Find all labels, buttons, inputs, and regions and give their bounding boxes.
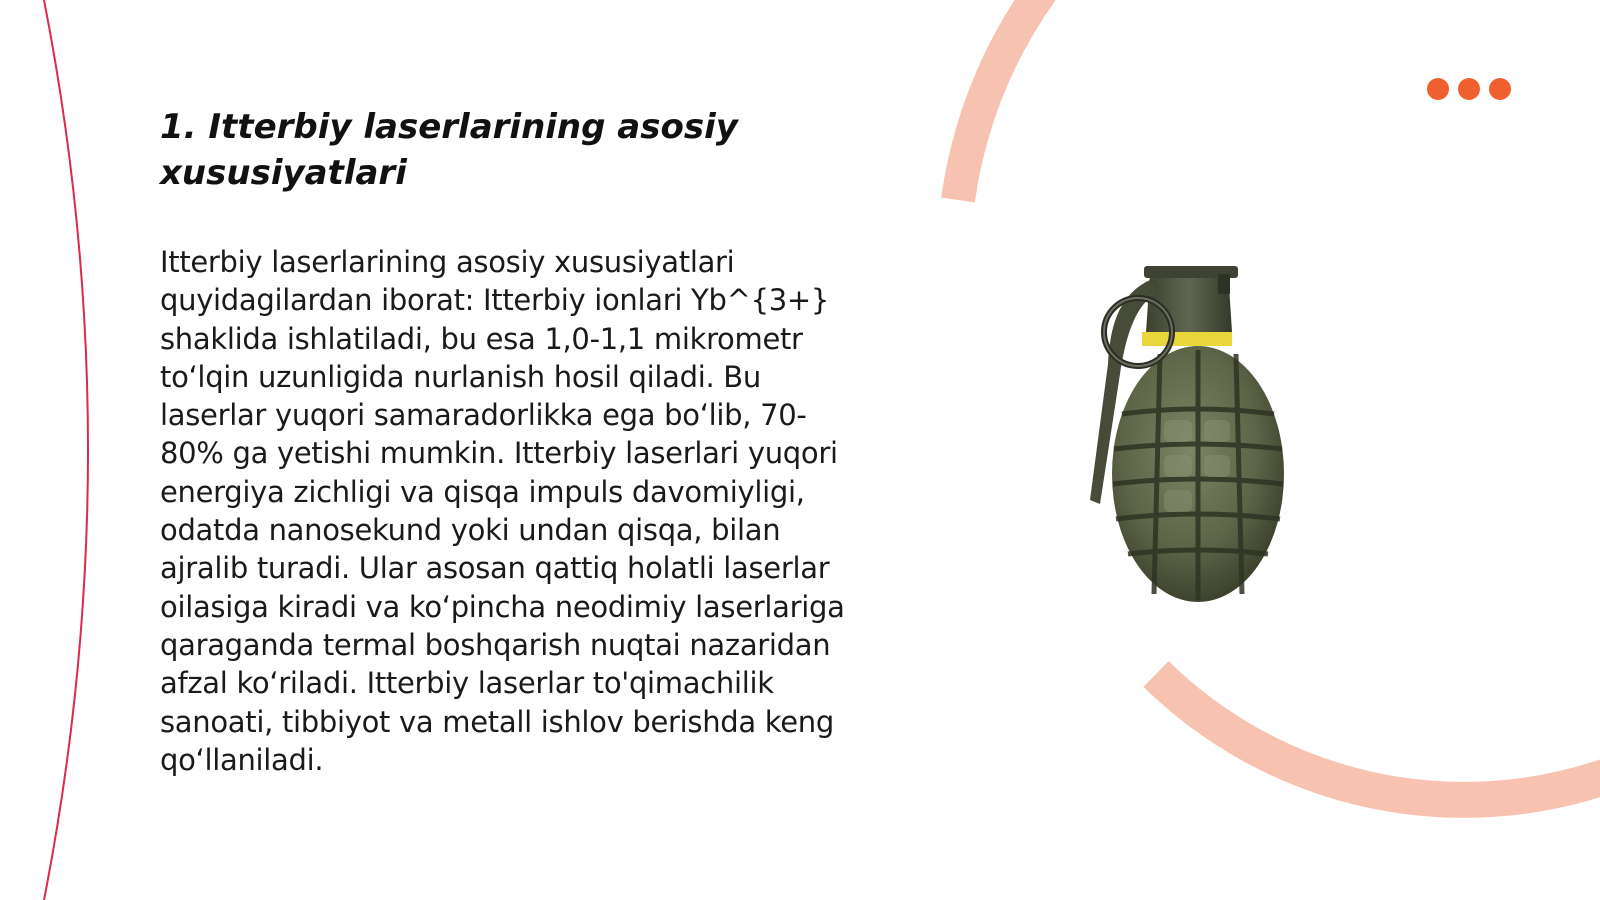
hand-grenade-icon xyxy=(1080,264,1300,609)
dot-icon xyxy=(1427,78,1449,100)
slide-title: 1. Itterbiy laserlarining asosiy xususiyatlari xyxy=(160,107,738,193)
dot-icon xyxy=(1458,78,1480,100)
slide-body-text: Itterbiy laserlarining asosiy xususiyatlari quyidagilardan iborat: Itterbiy ionlari Yb^{3+} shaklida ishlatiladi, bu esa 1,0-1,1 mikrometr to‘lqin uzunligida nurlanish hosil qiladi. Bu laserlar yuqori samaradorlikka ega bo‘lib, 70-80% ga yetishi mumkin. Itterbiy laserlari yuqori energiya zichligi va qisqa impuls davomiyligi, odatda nanosekund yoki undan qisqa, bilan ajralib turadi. Ular asosan qattiq holatli laserlar oilasiga kiradi va ko‘pincha neodimiy laserlariga qaraganda termal boshqarish nuqtai nazaridan afzal ko‘riladi. Itterbiy laserlar to'qimachilik sanoati, tibbiyot va metall ishlov berishda keng qo‘llaniladi. xyxy=(160,245,845,777)
dot-icon xyxy=(1489,78,1511,100)
more-options-dots xyxy=(1427,78,1511,100)
left-curve-line xyxy=(44,0,88,900)
